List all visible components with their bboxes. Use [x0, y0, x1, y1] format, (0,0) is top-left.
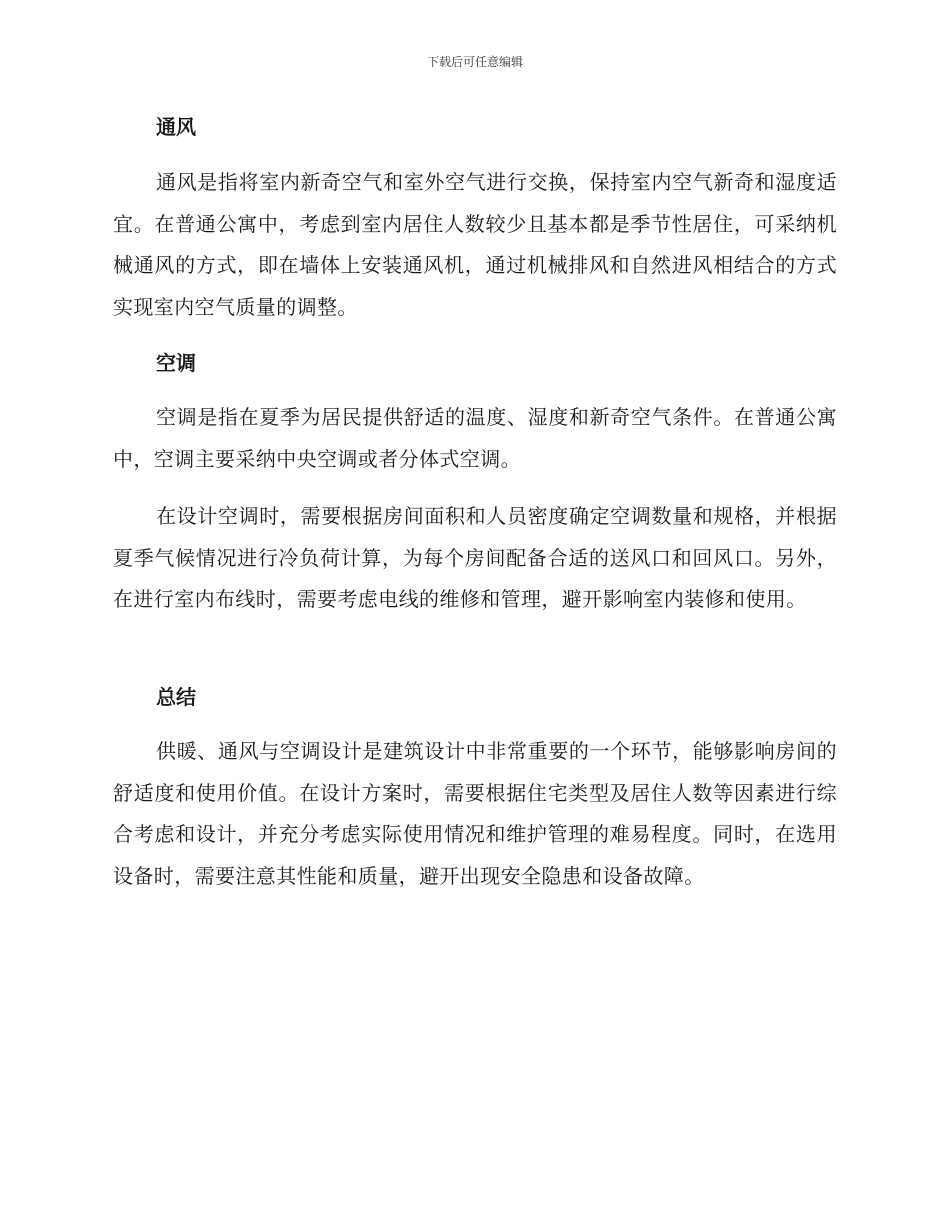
paragraph-air-conditioning-2: 在设计空调时，需要根据房间面积和人员密度确定空调数量和规格，并根据夏季气候情况进行冷负荷计算，为每个房间配备合适的送风口和回风口。另外，在进行室内布线时，需要考虑电线的维修和管理，避开影响室内装修和使用。	[113, 504, 837, 611]
section-heading-air-conditioning: 空调	[156, 351, 196, 375]
section-heading-summary: 总结	[156, 685, 196, 709]
paragraph-ventilation: 通风是指将室内新奇空气和室外空气进行交换，保持室内空气新奇和湿度适宜。在普通公寓中，考虑到室内居住人数较少且基本都是季节性居住，可采纳机械通风的方式，即在墙体上安装通风机，通过机械排风和自然进风相结合的方式实现室内空气质量的调整。	[113, 170, 837, 319]
paragraph-summary: 供暖、通风与空调设计是建筑设计中非常重要的一个环节，能够影响房间的舒适度和使用价值。在设计方案时，需要根据住宅类型及居住人数等因素进行综合考虑和设计，并充分考虑实际使用情况和维护管理的难易程度。同时，在选用设备时，需要注意其性能和质量，避开出现安全隐患和设备故障。	[113, 739, 837, 888]
paragraph-air-conditioning-1: 空调是指在夏季为居民提供舒适的温度、湿度和新奇空气条件。在普通公寓中，空调主要采纳中央空调或者分体式空调。	[113, 405, 837, 471]
page-header: 下载后可任意编辑	[426, 55, 523, 69]
section-heading-ventilation: 通风	[156, 115, 196, 139]
